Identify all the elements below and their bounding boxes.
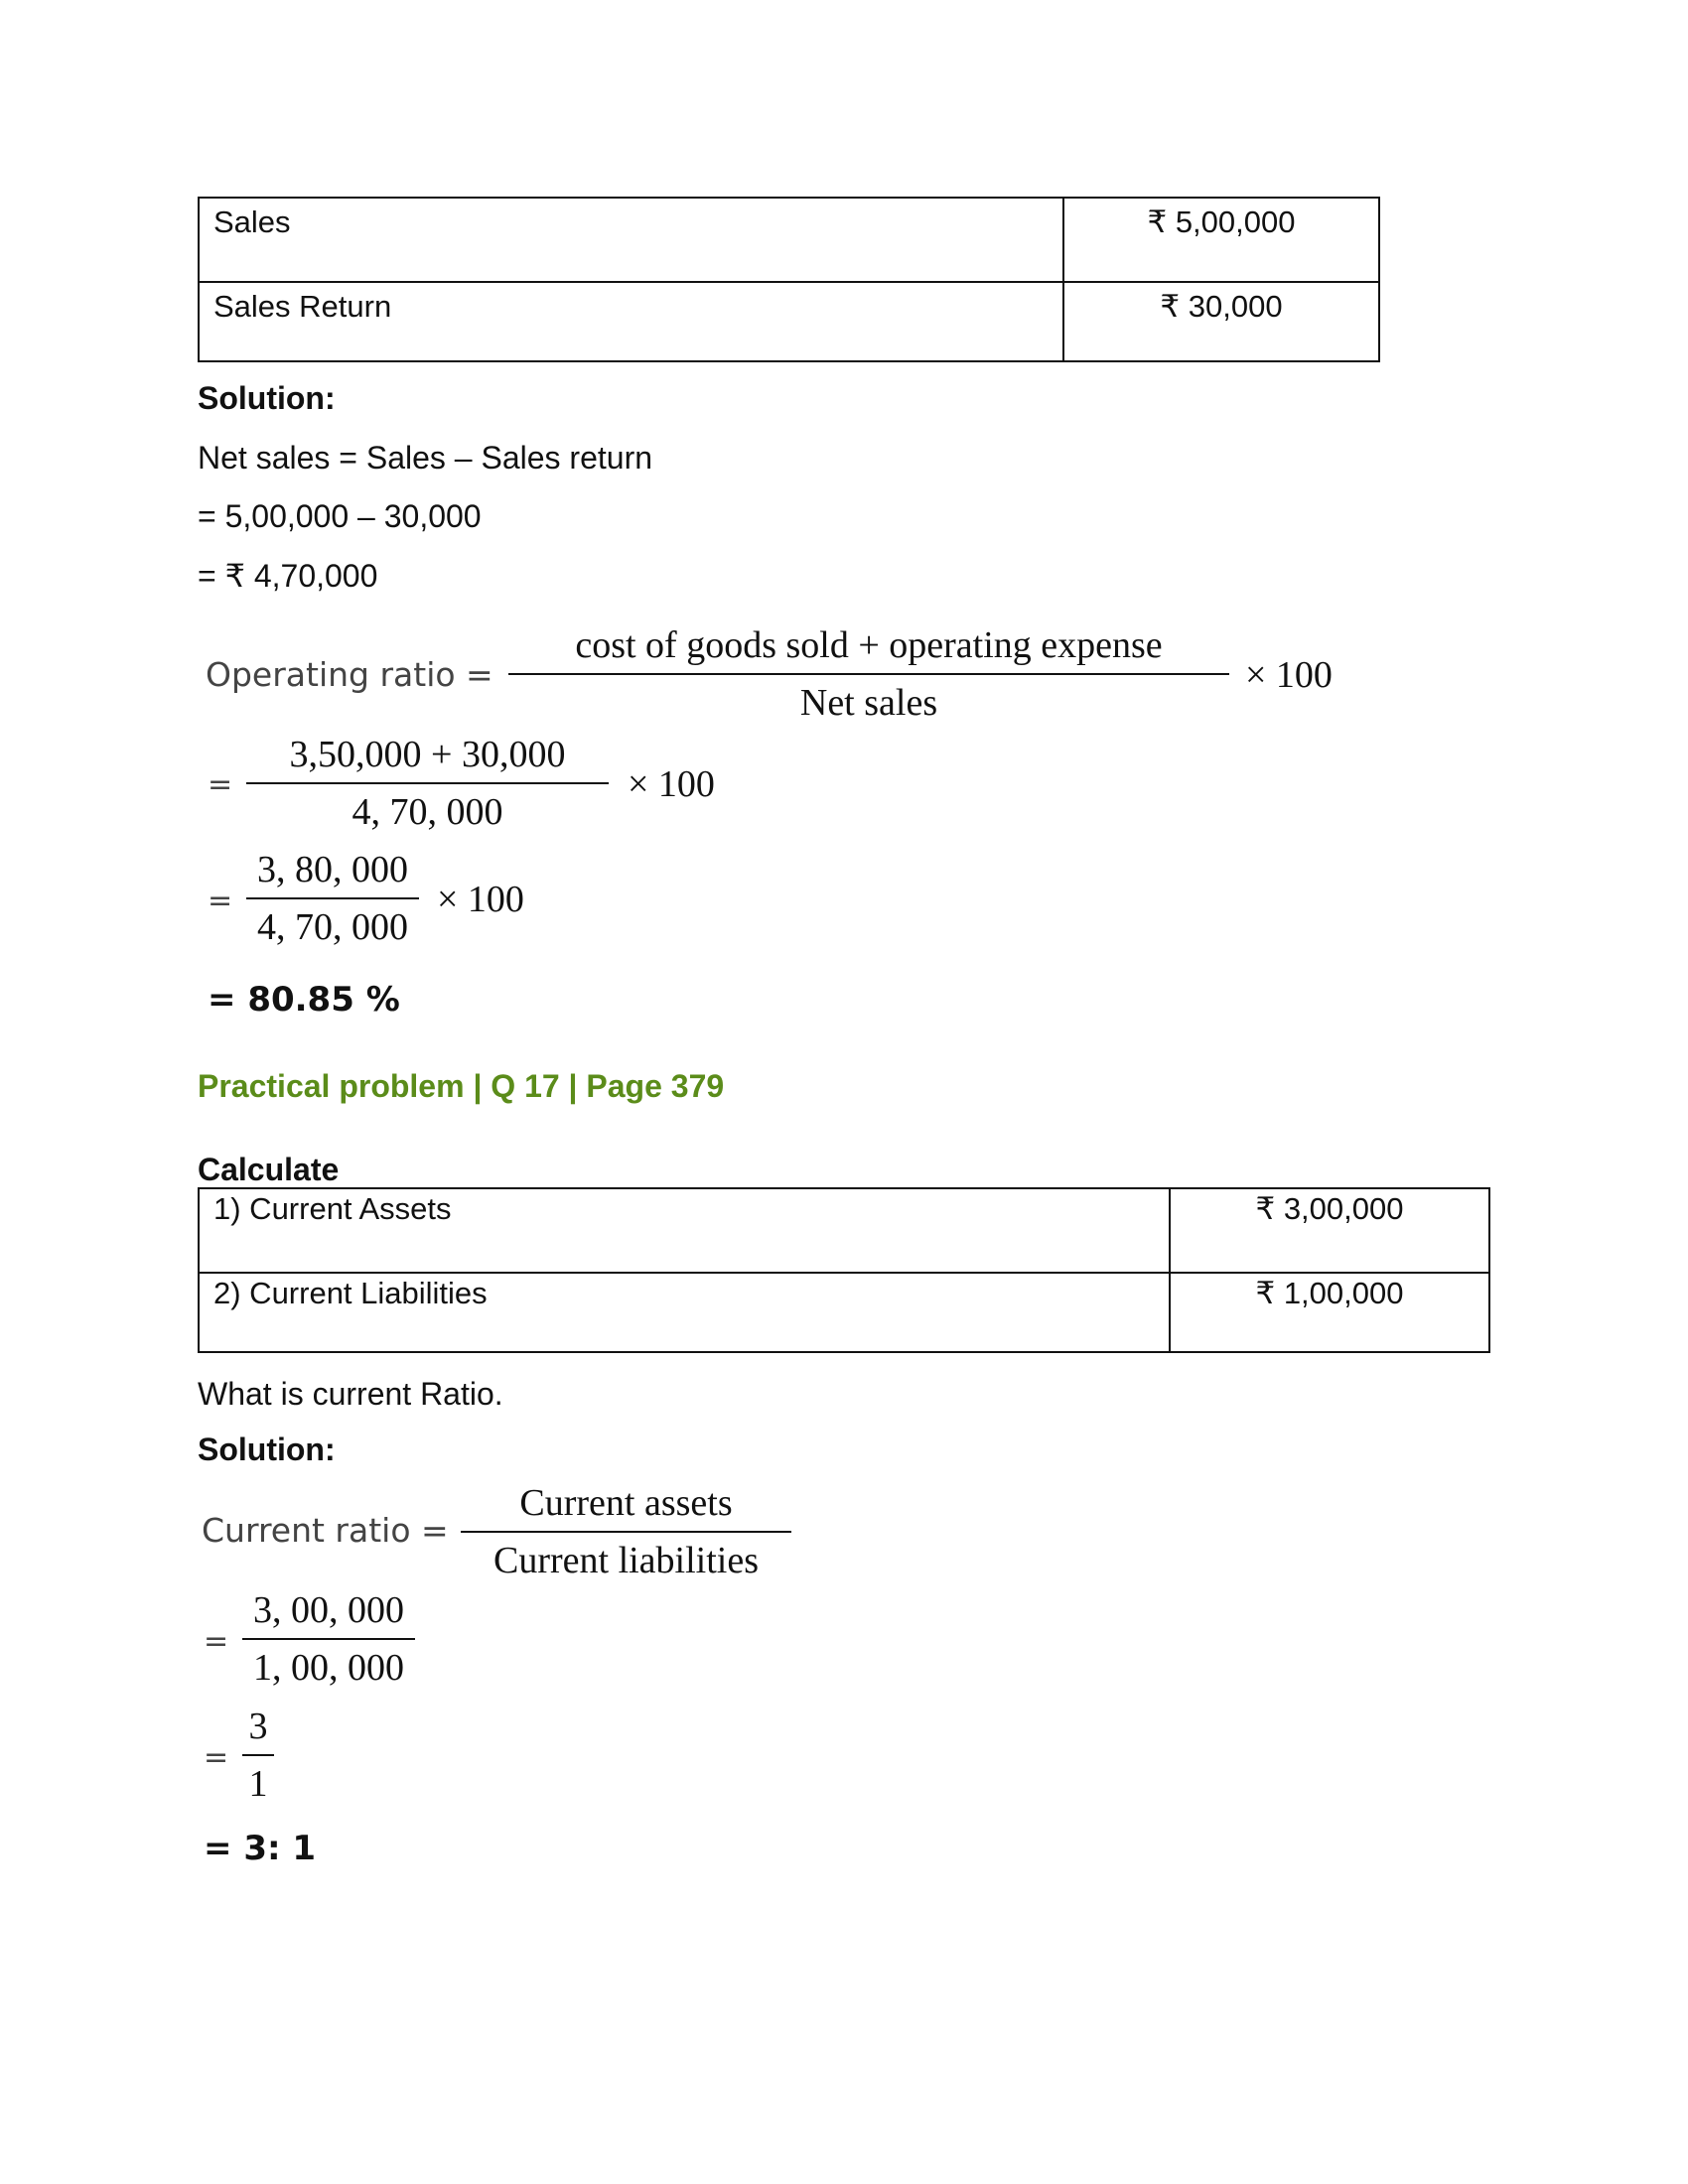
equals-sign: = bbox=[204, 1740, 229, 1775]
fraction-denominator: 4, 70, 000 bbox=[257, 906, 408, 948]
question-text: What is current Ratio. bbox=[198, 1376, 503, 1412]
step-fraction bbox=[246, 733, 609, 834]
fraction-numerator: 3, 00, 000 bbox=[253, 1589, 404, 1631]
problem-heading: Practical problem | Q 17 | Page 379 bbox=[198, 1068, 725, 1104]
fraction-bar bbox=[246, 897, 419, 899]
table-row bbox=[199, 282, 1379, 361]
row-value: ₹ 30,000 bbox=[1063, 282, 1379, 361]
step-fraction bbox=[246, 848, 419, 949]
solution-heading: Solution: bbox=[198, 380, 336, 416]
fraction-denominator: 1, 00, 000 bbox=[253, 1647, 404, 1689]
assets-table bbox=[198, 1187, 1490, 1353]
table-row bbox=[199, 1188, 1489, 1273]
multiplier: × 100 bbox=[1245, 654, 1333, 696]
fraction-numerator: 3 bbox=[248, 1706, 268, 1747]
fraction-numerator: 3,50,000 + 30,000 bbox=[289, 734, 566, 775]
operating-ratio-fraction bbox=[508, 623, 1229, 725]
fraction-bar bbox=[508, 673, 1229, 675]
fraction-denominator: Net sales bbox=[799, 682, 938, 724]
fraction-denominator: 1 bbox=[248, 1763, 268, 1805]
fraction-denominator: Current liabilities bbox=[492, 1540, 759, 1581]
step-fraction bbox=[242, 1705, 274, 1806]
operating-ratio-result: = 80.85 % bbox=[208, 980, 400, 1020]
row-label: 2) Current Liabilities bbox=[199, 1273, 1170, 1352]
current-ratio-fraction bbox=[461, 1481, 791, 1582]
row-label: 1) Current Assets bbox=[199, 1188, 1170, 1273]
fraction-bar bbox=[242, 1638, 415, 1640]
fraction-numerator: 3, 80, 000 bbox=[257, 849, 408, 890]
net-sales-result: = ₹ 4,70,000 bbox=[198, 558, 378, 594]
multiplier: × 100 bbox=[437, 879, 524, 920]
step-fraction bbox=[242, 1588, 415, 1690]
sales-table bbox=[198, 197, 1380, 362]
row-label: Sales Return bbox=[199, 282, 1063, 361]
row-value: ₹ 1,00,000 bbox=[1170, 1273, 1489, 1352]
fraction-bar bbox=[246, 782, 609, 784]
table-row bbox=[199, 198, 1379, 282]
formula-lhs: Current ratio = bbox=[202, 1511, 449, 1550]
equals-sign: = bbox=[208, 767, 233, 802]
row-value: ₹ 3,00,000 bbox=[1170, 1188, 1489, 1273]
row-value: ₹ 5,00,000 bbox=[1063, 198, 1379, 282]
fraction-denominator: 4, 70, 000 bbox=[352, 791, 503, 833]
equals-sign: = bbox=[208, 884, 233, 918]
fraction-bar bbox=[461, 1531, 791, 1533]
table-row bbox=[199, 1273, 1489, 1352]
net-sales-line: Net sales = Sales – Sales return bbox=[198, 440, 653, 476]
formula-lhs: Operating ratio = bbox=[206, 655, 493, 694]
solution-heading: Solution: bbox=[198, 1432, 336, 1467]
row-label: Sales bbox=[199, 198, 1063, 282]
equals-sign: = bbox=[204, 1624, 229, 1659]
fraction-bar bbox=[242, 1754, 274, 1756]
fraction-numerator: Current assets bbox=[519, 1482, 733, 1524]
net-sales-calc: = 5,00,000 – 30,000 bbox=[198, 498, 482, 534]
calculate-heading: Calculate bbox=[198, 1152, 340, 1187]
fraction-numerator: cost of goods sold + operating expense bbox=[575, 624, 1163, 666]
multiplier: × 100 bbox=[628, 763, 715, 805]
current-ratio-result: = 3: 1 bbox=[204, 1829, 317, 1868]
